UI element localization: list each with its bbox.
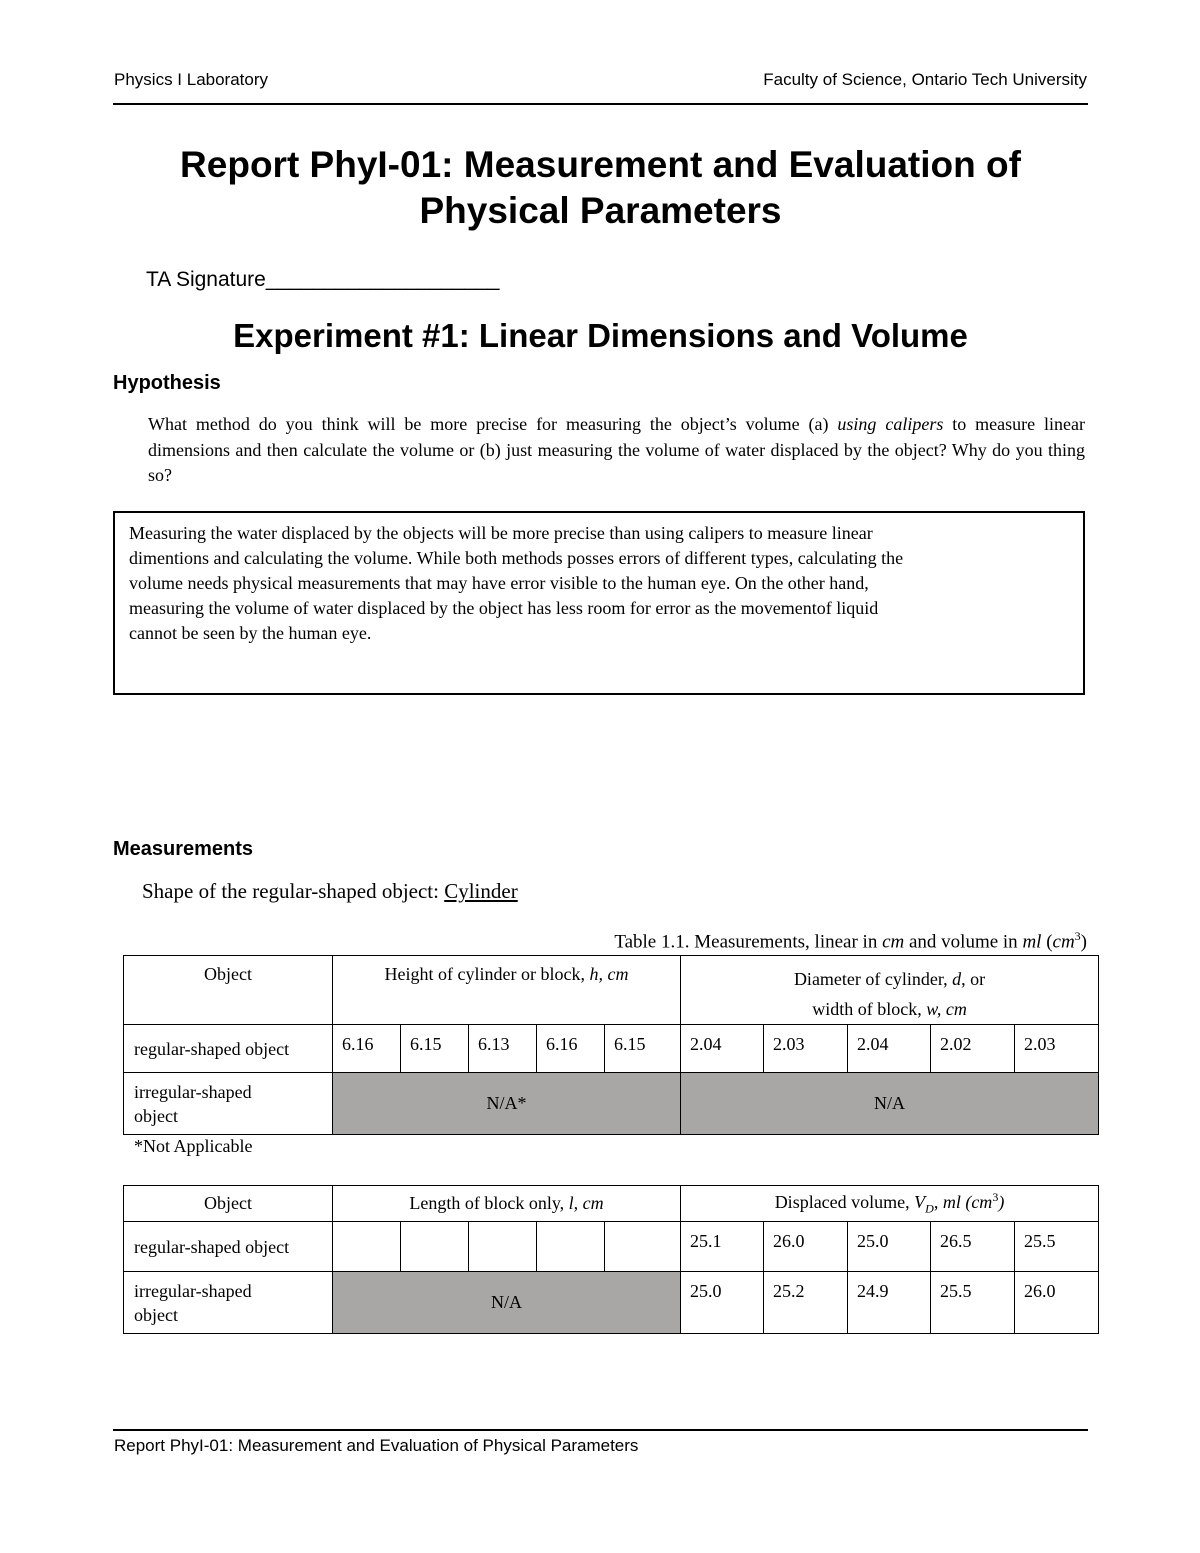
col-header-diameter-line2 <box>681 994 1098 1024</box>
col-header-volume-text: Displaced volume, <box>774 1192 915 1213</box>
length-value <box>605 1222 681 1272</box>
measurements-heading: Measurements <box>113 838 254 860</box>
col-header-height <box>333 956 681 1025</box>
height-value: 6.16 <box>537 1025 605 1073</box>
volume-value: 26.0 <box>764 1222 848 1272</box>
volume-value: 24.9 <box>848 1272 931 1334</box>
row-label-irregular-line2: object <box>134 1105 178 1126</box>
caption-unit-cm: cm <box>882 931 905 953</box>
length-value <box>333 1222 401 1272</box>
answer-line: dimentions and calculating the volume. While both methods posses errors of different types, calculating the <box>129 548 904 568</box>
header-right: Faculty of Science, Ontario Tech University <box>763 70 1087 89</box>
height-value: 6.13 <box>469 1025 537 1073</box>
col-header-length-var: l, cm <box>568 1193 604 1213</box>
caption-unit-ml: ml <box>1022 931 1042 953</box>
height-value: 6.16 <box>333 1025 401 1073</box>
col-header-length <box>333 1186 681 1222</box>
col-header-width-var: w, cm <box>926 999 967 1019</box>
caption-text: and volume in <box>904 931 1023 953</box>
col-header-object: Object <box>124 956 333 1025</box>
diameter-value: 2.04 <box>681 1025 764 1073</box>
caption-text: ) <box>1080 931 1087 953</box>
height-value: 6.15 <box>401 1025 469 1073</box>
hypothesis-question-part1: What method do you think will be more precise for measuring the object’s volume (a) <box>148 414 838 434</box>
row-label-irregular-line1: irregular-shaped <box>134 1280 252 1301</box>
table-caption <box>614 929 1087 953</box>
col-header-volume-text: , <box>933 1192 943 1213</box>
volume-value: 25.5 <box>931 1272 1015 1334</box>
header-rule <box>113 103 1088 105</box>
irregular-diameter-na: N/A <box>681 1073 1099 1135</box>
report-title-line1: Report PhyI-01: Measurement and Evaluation of <box>180 144 1021 185</box>
report-title <box>113 142 1088 234</box>
row-label-irregular-line2: object <box>134 1304 178 1325</box>
col-header-displaced-volume <box>681 1186 1099 1222</box>
measurements-table-1 <box>123 955 1099 1135</box>
row-label-regular: regular-shaped object <box>124 1222 333 1272</box>
col-header-volume-sup: 3 <box>992 1190 999 1205</box>
experiment-title: Experiment #1: Linear Dimensions and Volume <box>233 317 968 354</box>
answer-line: cannot be seen by the human eye. <box>129 623 372 643</box>
col-header-volume-sub: D <box>925 1201 934 1216</box>
row-label-irregular-line1: irregular-shaped <box>134 1081 252 1102</box>
header-left: Physics I Laboratory <box>114 70 269 89</box>
diameter-value: 2.02 <box>931 1025 1015 1073</box>
hypothesis-heading: Hypothesis <box>113 372 221 394</box>
col-header-object: Object <box>124 1186 333 1222</box>
caption-unit-cm3: cm <box>1052 931 1075 953</box>
col-header-volume-unit: ml (cm <box>942 1192 993 1213</box>
volume-value: 25.2 <box>764 1272 848 1334</box>
shape-label: Shape of the regular-shaped object: <box>142 879 445 903</box>
row-label-regular: regular-shaped object <box>124 1025 333 1073</box>
caption-text: ( <box>1041 931 1053 953</box>
col-header-length-text: Length of block only, <box>409 1193 569 1213</box>
diameter-value: 2.03 <box>764 1025 848 1073</box>
hypothesis-answer <box>129 521 1069 646</box>
shape-value: Cylinder <box>444 879 518 903</box>
col-header-volume-var: V <box>914 1192 926 1213</box>
col-header-height-var: h, cm <box>589 964 629 984</box>
col-header-diameter-text: Diameter of cylinder, <box>793 969 953 989</box>
diameter-value: 2.04 <box>848 1025 931 1073</box>
volume-value: 25.5 <box>1015 1222 1099 1272</box>
col-header-diameter-var: d <box>952 969 962 989</box>
caption-text: Table 1.1. Measurements, linear in <box>614 931 883 953</box>
col-header-diameter <box>681 956 1099 1025</box>
hypothesis-question-italic: using calipers <box>837 414 944 434</box>
volume-value: 25.0 <box>848 1222 931 1272</box>
irregular-height-na: N/A* <box>333 1073 681 1135</box>
col-header-width-text: width of block, <box>812 999 927 1019</box>
height-value: 6.15 <box>605 1025 681 1073</box>
volume-value: 25.1 <box>681 1222 764 1272</box>
col-header-diameter-line1 <box>681 964 1098 994</box>
not-applicable-note: *Not Applicable <box>134 1136 253 1156</box>
volume-value: 26.5 <box>931 1222 1015 1272</box>
report-title-line2: Physical Parameters <box>419 190 782 231</box>
volume-value: 25.0 <box>681 1272 764 1334</box>
row-label-irregular <box>124 1272 333 1334</box>
hypothesis-question-part2: to measure linear dimensions and then calculate the volume or (b) just measuring the volume of water displaced by the object? Why do you thing so? <box>148 414 1085 485</box>
ta-signature: TA Signature____________________ <box>146 268 500 291</box>
caption-sup: 3 <box>1074 929 1081 943</box>
diameter-value: 2.03 <box>1015 1025 1099 1073</box>
answer-line: measuring the volume of water displaced by the object has less room for error as the movementof liquid <box>129 598 879 618</box>
hypothesis-question <box>148 412 1085 489</box>
length-value <box>537 1222 605 1272</box>
col-header-volume-unit: ) <box>998 1192 1005 1213</box>
col-header-diameter-text: , or <box>961 969 986 989</box>
answer-line: volume needs physical measurements that may have error visible to the human eye. On the other hand, <box>129 573 869 593</box>
footer-rule <box>113 1429 1088 1431</box>
length-value <box>401 1222 469 1272</box>
answer-line: Measuring the water displaced by the objects will be more precise than using calipers to measure linear <box>129 523 873 543</box>
col-header-height-text: Height of cylinder or block, <box>384 964 590 984</box>
irregular-length-na: N/A <box>333 1272 681 1334</box>
measurements-table-2 <box>123 1185 1099 1334</box>
footer-text: Report PhyI-01: Measurement and Evaluation of Physical Parameters <box>114 1436 639 1455</box>
length-value <box>469 1222 537 1272</box>
shape-line <box>142 879 518 904</box>
row-label-irregular <box>124 1073 333 1135</box>
volume-value: 26.0 <box>1015 1272 1099 1334</box>
